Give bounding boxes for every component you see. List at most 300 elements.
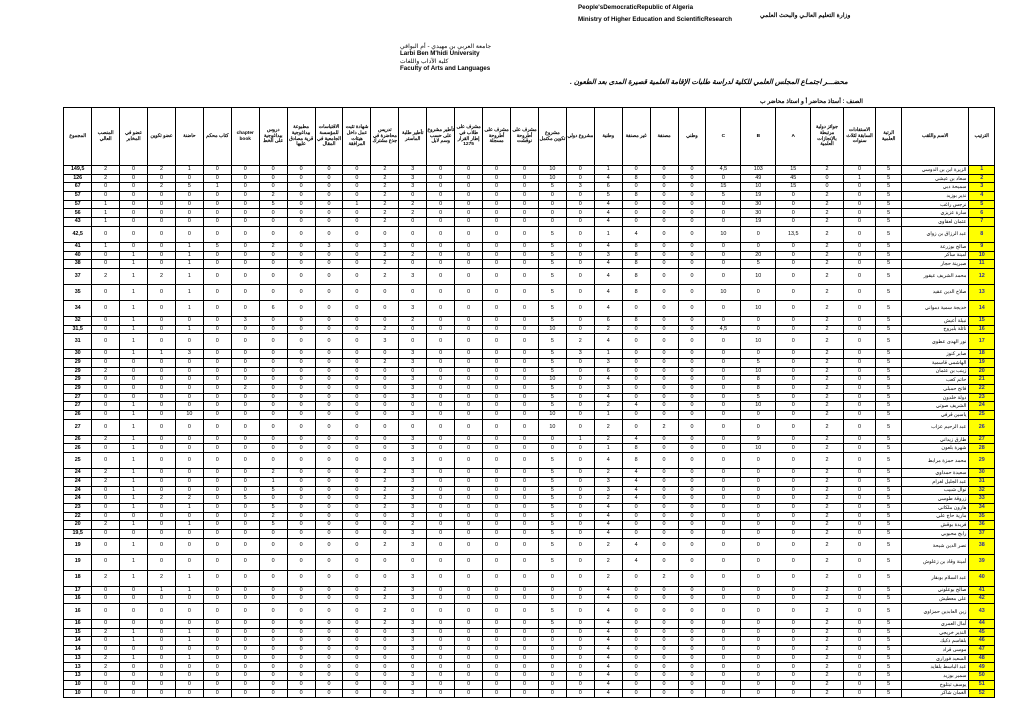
- value-cell: 0: [741, 284, 776, 300]
- value-cell: 4: [594, 680, 622, 689]
- value-cell: 2: [371, 620, 399, 629]
- value-cell: 0: [510, 595, 538, 604]
- value-cell: 0: [678, 226, 706, 242]
- rank-cell: 11: [969, 260, 995, 269]
- value-cell: 0: [455, 495, 483, 504]
- grade-cell: 5: [876, 325, 902, 334]
- value-cell: 1: [203, 183, 231, 192]
- value-cell: 0: [650, 209, 678, 218]
- value-cell: 0: [92, 251, 120, 260]
- value-cell: 0: [776, 477, 811, 486]
- value-cell: 0: [120, 166, 148, 175]
- value-cell: 0: [622, 334, 650, 350]
- value-cell: 1: [120, 486, 148, 495]
- value-cell: 0: [678, 435, 706, 444]
- value-cell: 0: [371, 654, 399, 663]
- value-cell: 0: [259, 411, 287, 420]
- value-cell: 0: [455, 486, 483, 495]
- value-cell: 2: [148, 268, 176, 284]
- value-cell: 0: [343, 595, 371, 604]
- table-row: [29, 242, 995, 251]
- value-cell: 0: [120, 209, 148, 218]
- table-row: [29, 251, 995, 260]
- column-header: الترتيب: [969, 108, 995, 166]
- value-cell: 4: [594, 529, 622, 538]
- rank-cell: 5: [969, 200, 995, 209]
- value-cell: 2: [811, 554, 844, 570]
- table-row: [29, 419, 995, 435]
- value-cell: 0: [120, 689, 148, 698]
- value-cell: 10: [175, 411, 203, 420]
- total-cell: 27: [64, 419, 92, 435]
- value-cell: 0: [203, 495, 231, 504]
- value-cell: 2: [231, 385, 259, 394]
- value-cell: 2: [811, 334, 844, 350]
- value-cell: 6: [259, 300, 287, 316]
- value-cell: 0: [343, 385, 371, 394]
- value-cell: 0: [741, 316, 776, 325]
- value-cell: 0: [650, 268, 678, 284]
- total-cell: 24: [64, 495, 92, 504]
- value-cell: 0: [843, 192, 876, 201]
- value-cell: 0: [843, 334, 876, 350]
- value-cell: 0: [120, 680, 148, 689]
- value-cell: 0: [566, 251, 594, 260]
- value-cell: 0: [483, 672, 511, 681]
- value-cell: 0: [843, 529, 876, 538]
- faculty-ar: كلية الآداب واللغات: [400, 57, 449, 65]
- name-cell: أمال العمري: [901, 620, 969, 629]
- value-cell: 0: [538, 663, 566, 672]
- value-cell: 0: [650, 469, 678, 478]
- value-cell: 0: [678, 680, 706, 689]
- name-cell: زين العابدين حمزاوي: [901, 604, 969, 620]
- value-cell: 0: [92, 637, 120, 646]
- rank-cell: 48: [969, 654, 995, 663]
- value-cell: 0: [566, 477, 594, 486]
- value-cell: 0: [650, 620, 678, 629]
- value-cell: 0: [678, 316, 706, 325]
- value-cell: 0: [315, 174, 343, 183]
- value-cell: 0: [259, 174, 287, 183]
- value-cell: 0: [843, 300, 876, 316]
- value-cell: 0: [315, 486, 343, 495]
- value-cell: 2: [811, 453, 844, 469]
- value-cell: 0: [287, 192, 315, 201]
- column-header: المنصب العالي: [92, 108, 120, 166]
- value-cell: 0: [566, 192, 594, 201]
- value-cell: 0: [622, 620, 650, 629]
- value-cell: 0: [231, 637, 259, 646]
- value-cell: 0: [706, 358, 741, 367]
- value-cell: 0: [678, 376, 706, 385]
- value-cell: 0: [706, 316, 741, 325]
- value-cell: 0: [427, 218, 455, 227]
- value-cell: 2: [148, 183, 176, 192]
- grade-cell: 5: [876, 376, 902, 385]
- value-cell: 0: [483, 166, 511, 175]
- value-cell: 0: [315, 672, 343, 681]
- value-cell: 0: [566, 268, 594, 284]
- value-cell: 0: [371, 411, 399, 420]
- total-cell: 29: [64, 385, 92, 394]
- value-cell: 0: [231, 183, 259, 192]
- value-cell: 0: [287, 503, 315, 512]
- total-cell: 38: [64, 260, 92, 269]
- value-cell: 0: [650, 300, 678, 316]
- value-cell: 0: [706, 570, 741, 586]
- name-cell: الزيرة ابن بن الدوسي: [901, 166, 969, 175]
- table-row: [29, 325, 995, 334]
- value-cell: 0: [287, 604, 315, 620]
- value-cell: 0: [287, 376, 315, 385]
- value-cell: 2: [259, 469, 287, 478]
- value-cell: 0: [203, 637, 231, 646]
- value-cell: 2: [594, 402, 622, 411]
- value-cell: 0: [315, 680, 343, 689]
- value-cell: 0: [427, 512, 455, 521]
- value-cell: 0: [483, 183, 511, 192]
- value-cell: 0: [538, 200, 566, 209]
- value-cell: 4: [594, 453, 622, 469]
- value-cell: 0: [483, 300, 511, 316]
- value-cell: 0: [148, 689, 176, 698]
- value-cell: 2: [371, 174, 399, 183]
- value-cell: 10: [741, 183, 776, 192]
- value-cell: 0: [455, 358, 483, 367]
- value-cell: 10: [538, 376, 566, 385]
- value-cell: 0: [538, 628, 566, 637]
- value-cell: 0: [259, 529, 287, 538]
- value-cell: 0: [287, 637, 315, 646]
- value-cell: 0: [175, 200, 203, 209]
- value-cell: 0: [706, 385, 741, 394]
- value-cell: 0: [843, 183, 876, 192]
- value-cell: 0: [776, 595, 811, 604]
- value-cell: 4: [622, 469, 650, 478]
- value-cell: 1: [120, 453, 148, 469]
- column-header: كتاب محكم: [203, 108, 231, 166]
- total-cell: 35: [64, 284, 92, 300]
- value-cell: 0: [622, 385, 650, 394]
- value-cell: 1: [175, 251, 203, 260]
- value-cell: 0: [622, 672, 650, 681]
- value-cell: 0: [343, 325, 371, 334]
- value-cell: 0: [843, 689, 876, 698]
- value-cell: 0: [510, 628, 538, 637]
- value-cell: 0: [741, 503, 776, 512]
- ministry-ar: وزارة التعليم العالـي والبحث العلمي: [760, 12, 851, 19]
- rank-cell: 45: [969, 628, 995, 637]
- value-cell: 0: [315, 268, 343, 284]
- value-cell: 0: [175, 209, 203, 218]
- name-cell: صالح بوعلوني: [901, 586, 969, 595]
- name-cell: يوسف تبتلوح: [901, 680, 969, 689]
- value-cell: 0: [622, 300, 650, 316]
- value-cell: 0: [120, 376, 148, 385]
- value-cell: 0: [259, 183, 287, 192]
- value-cell: 0: [650, 218, 678, 227]
- table-row: [29, 689, 995, 698]
- grade-cell: 5: [876, 367, 902, 376]
- value-cell: 0: [538, 435, 566, 444]
- value-cell: 0: [343, 402, 371, 411]
- rank-cell: 49: [969, 663, 995, 672]
- value-cell: 3: [371, 334, 399, 350]
- value-cell: 0: [678, 419, 706, 435]
- value-cell: 4: [594, 654, 622, 663]
- value-cell: 1: [120, 538, 148, 554]
- value-cell: 3: [566, 183, 594, 192]
- value-cell: 5: [538, 367, 566, 376]
- value-cell: 0: [706, 689, 741, 698]
- value-cell: 3: [399, 376, 427, 385]
- value-cell: 4: [594, 200, 622, 209]
- value-cell: 0: [315, 570, 343, 586]
- value-cell: 4: [594, 689, 622, 698]
- value-cell: 0: [650, 453, 678, 469]
- value-cell: 5: [538, 503, 566, 512]
- value-cell: 0: [203, 192, 231, 201]
- value-cell: 0: [455, 200, 483, 209]
- value-cell: 0: [483, 628, 511, 637]
- value-cell: 0: [343, 663, 371, 672]
- value-cell: 0: [650, 538, 678, 554]
- total-cell: 13: [64, 672, 92, 681]
- rank-cell: 47: [969, 646, 995, 655]
- value-cell: 0: [315, 251, 343, 260]
- value-cell: 1: [594, 350, 622, 359]
- value-cell: 4: [622, 477, 650, 486]
- value-cell: 0: [776, 334, 811, 350]
- value-cell: 10: [741, 367, 776, 376]
- ministry-en: Ministry of Higher Education and ScientificResearch: [578, 16, 733, 23]
- grade-cell: 5: [876, 637, 902, 646]
- value-cell: 0: [538, 689, 566, 698]
- value-cell: 0: [315, 300, 343, 316]
- value-cell: 0: [510, 393, 538, 402]
- value-cell: 0: [148, 300, 176, 316]
- value-cell: 1: [120, 350, 148, 359]
- value-cell: 1: [566, 435, 594, 444]
- value-cell: 0: [175, 529, 203, 538]
- value-cell: 0: [371, 385, 399, 394]
- name-cell: سعيدة حمداوي: [901, 469, 969, 478]
- value-cell: 1: [343, 200, 371, 209]
- value-cell: 0: [92, 402, 120, 411]
- value-cell: 0: [287, 680, 315, 689]
- total-cell: 15: [64, 628, 92, 637]
- value-cell: 3: [594, 358, 622, 367]
- value-cell: 0: [650, 358, 678, 367]
- value-cell: 0: [315, 192, 343, 201]
- value-cell: 2: [399, 209, 427, 218]
- value-cell: 0: [455, 242, 483, 251]
- value-cell: 0: [287, 325, 315, 334]
- value-cell: 0: [678, 554, 706, 570]
- column-header: A: [776, 108, 811, 166]
- grade-cell: 5: [876, 284, 902, 300]
- value-cell: 0: [678, 604, 706, 620]
- value-cell: 0: [678, 209, 706, 218]
- grade-cell: 5: [876, 300, 902, 316]
- value-cell: 0: [650, 411, 678, 420]
- value-cell: 0: [231, 218, 259, 227]
- grade-cell: 5: [876, 529, 902, 538]
- value-cell: 0: [259, 260, 287, 269]
- value-cell: 1: [175, 586, 203, 595]
- value-cell: 3: [399, 469, 427, 478]
- value-cell: 5: [538, 350, 566, 359]
- value-cell: 0: [203, 376, 231, 385]
- value-cell: 0: [706, 444, 741, 453]
- value-cell: 5: [538, 521, 566, 530]
- value-cell: 0: [706, 411, 741, 420]
- value-cell: 0: [843, 595, 876, 604]
- value-cell: 2: [92, 174, 120, 183]
- value-cell: 0: [706, 646, 741, 655]
- value-cell: 0: [622, 419, 650, 435]
- value-cell: 0: [538, 218, 566, 227]
- rank-cell: 7: [969, 218, 995, 227]
- column-header: عضو تكوين: [148, 108, 176, 166]
- value-cell: 0: [148, 402, 176, 411]
- value-cell: 0: [706, 586, 741, 595]
- value-cell: 0: [776, 435, 811, 444]
- total-cell: 40: [64, 251, 92, 260]
- value-cell: 0: [92, 192, 120, 201]
- value-cell: 0: [175, 620, 203, 629]
- value-cell: 0: [203, 367, 231, 376]
- value-cell: 0: [92, 538, 120, 554]
- value-cell: 0: [706, 654, 741, 663]
- value-cell: 0: [510, 486, 538, 495]
- value-cell: 0: [843, 402, 876, 411]
- value-cell: 2: [811, 595, 844, 604]
- value-cell: 0: [343, 174, 371, 183]
- value-cell: 0: [566, 628, 594, 637]
- value-cell: 0: [455, 174, 483, 183]
- value-cell: 0: [741, 477, 776, 486]
- value-cell: 0: [399, 367, 427, 376]
- value-cell: 0: [315, 166, 343, 175]
- value-cell: 0: [92, 512, 120, 521]
- value-cell: 0: [566, 367, 594, 376]
- value-cell: 0: [455, 620, 483, 629]
- grade-cell: 5: [876, 183, 902, 192]
- value-cell: 0: [315, 367, 343, 376]
- value-cell: 0: [510, 538, 538, 554]
- value-cell: 0: [120, 529, 148, 538]
- value-cell: 0: [455, 316, 483, 325]
- value-cell: 0: [650, 529, 678, 538]
- value-cell: 0: [343, 411, 371, 420]
- rank-cell: 50: [969, 672, 995, 681]
- value-cell: 0: [315, 646, 343, 655]
- value-cell: 0: [315, 376, 343, 385]
- value-cell: 0: [315, 393, 343, 402]
- value-cell: 1: [120, 260, 148, 269]
- table-row: [29, 512, 995, 521]
- value-cell: 0: [92, 486, 120, 495]
- value-cell: 0: [678, 192, 706, 201]
- value-cell: 0: [259, 663, 287, 672]
- value-cell: 0: [148, 654, 176, 663]
- value-cell: 4: [622, 402, 650, 411]
- value-cell: 1: [594, 166, 622, 175]
- value-cell: 0: [371, 419, 399, 435]
- total-cell: 32: [64, 316, 92, 325]
- value-cell: 5: [538, 385, 566, 394]
- value-cell: 0: [399, 554, 427, 570]
- rank-cell: 51: [969, 680, 995, 689]
- value-cell: 2: [811, 529, 844, 538]
- value-cell: 5: [259, 200, 287, 209]
- value-cell: 0: [203, 689, 231, 698]
- value-cell: 0: [510, 654, 538, 663]
- value-cell: 2: [811, 358, 844, 367]
- value-cell: 0: [203, 680, 231, 689]
- value-cell: 0: [566, 512, 594, 521]
- value-cell: 0: [231, 595, 259, 604]
- value-cell: 2: [811, 385, 844, 394]
- rank-cell: 4: [969, 192, 995, 201]
- value-cell: 0: [706, 521, 741, 530]
- grade-cell: 5: [876, 595, 902, 604]
- value-cell: 0: [483, 367, 511, 376]
- value-cell: 0: [706, 595, 741, 604]
- value-cell: 0: [427, 469, 455, 478]
- value-cell: 0: [287, 521, 315, 530]
- value-cell: 2: [92, 663, 120, 672]
- value-cell: 5: [538, 512, 566, 521]
- grade-cell: 5: [876, 512, 902, 521]
- value-cell: 0: [343, 495, 371, 504]
- table-row: [29, 646, 995, 655]
- value-cell: 0: [175, 672, 203, 681]
- value-cell: 0: [622, 367, 650, 376]
- rank-cell: 8: [969, 226, 995, 242]
- value-cell: 0: [566, 529, 594, 538]
- value-cell: 8: [741, 385, 776, 394]
- value-cell: 0: [455, 570, 483, 586]
- table-row: [29, 654, 995, 663]
- value-cell: 4: [594, 242, 622, 251]
- value-cell: 0: [399, 325, 427, 334]
- table-row: [29, 284, 995, 300]
- value-cell: 0: [315, 503, 343, 512]
- value-cell: 2: [399, 521, 427, 530]
- value-cell: 0: [566, 538, 594, 554]
- value-cell: 2: [811, 268, 844, 284]
- value-cell: 0: [148, 604, 176, 620]
- value-cell: 1: [594, 444, 622, 453]
- value-cell: 0: [741, 663, 776, 672]
- grade-cell: 5: [876, 251, 902, 260]
- value-cell: 0: [148, 453, 176, 469]
- value-cell: 0: [343, 435, 371, 444]
- value-cell: 2: [650, 419, 678, 435]
- grade-cell: 5: [876, 411, 902, 420]
- rank-cell: 42: [969, 595, 995, 604]
- value-cell: 0: [203, 444, 231, 453]
- total-cell: 29: [64, 358, 92, 367]
- value-cell: 0: [231, 166, 259, 175]
- value-cell: 0: [315, 435, 343, 444]
- value-cell: 0: [92, 284, 120, 300]
- value-cell: 0: [287, 385, 315, 394]
- value-cell: 0: [287, 166, 315, 175]
